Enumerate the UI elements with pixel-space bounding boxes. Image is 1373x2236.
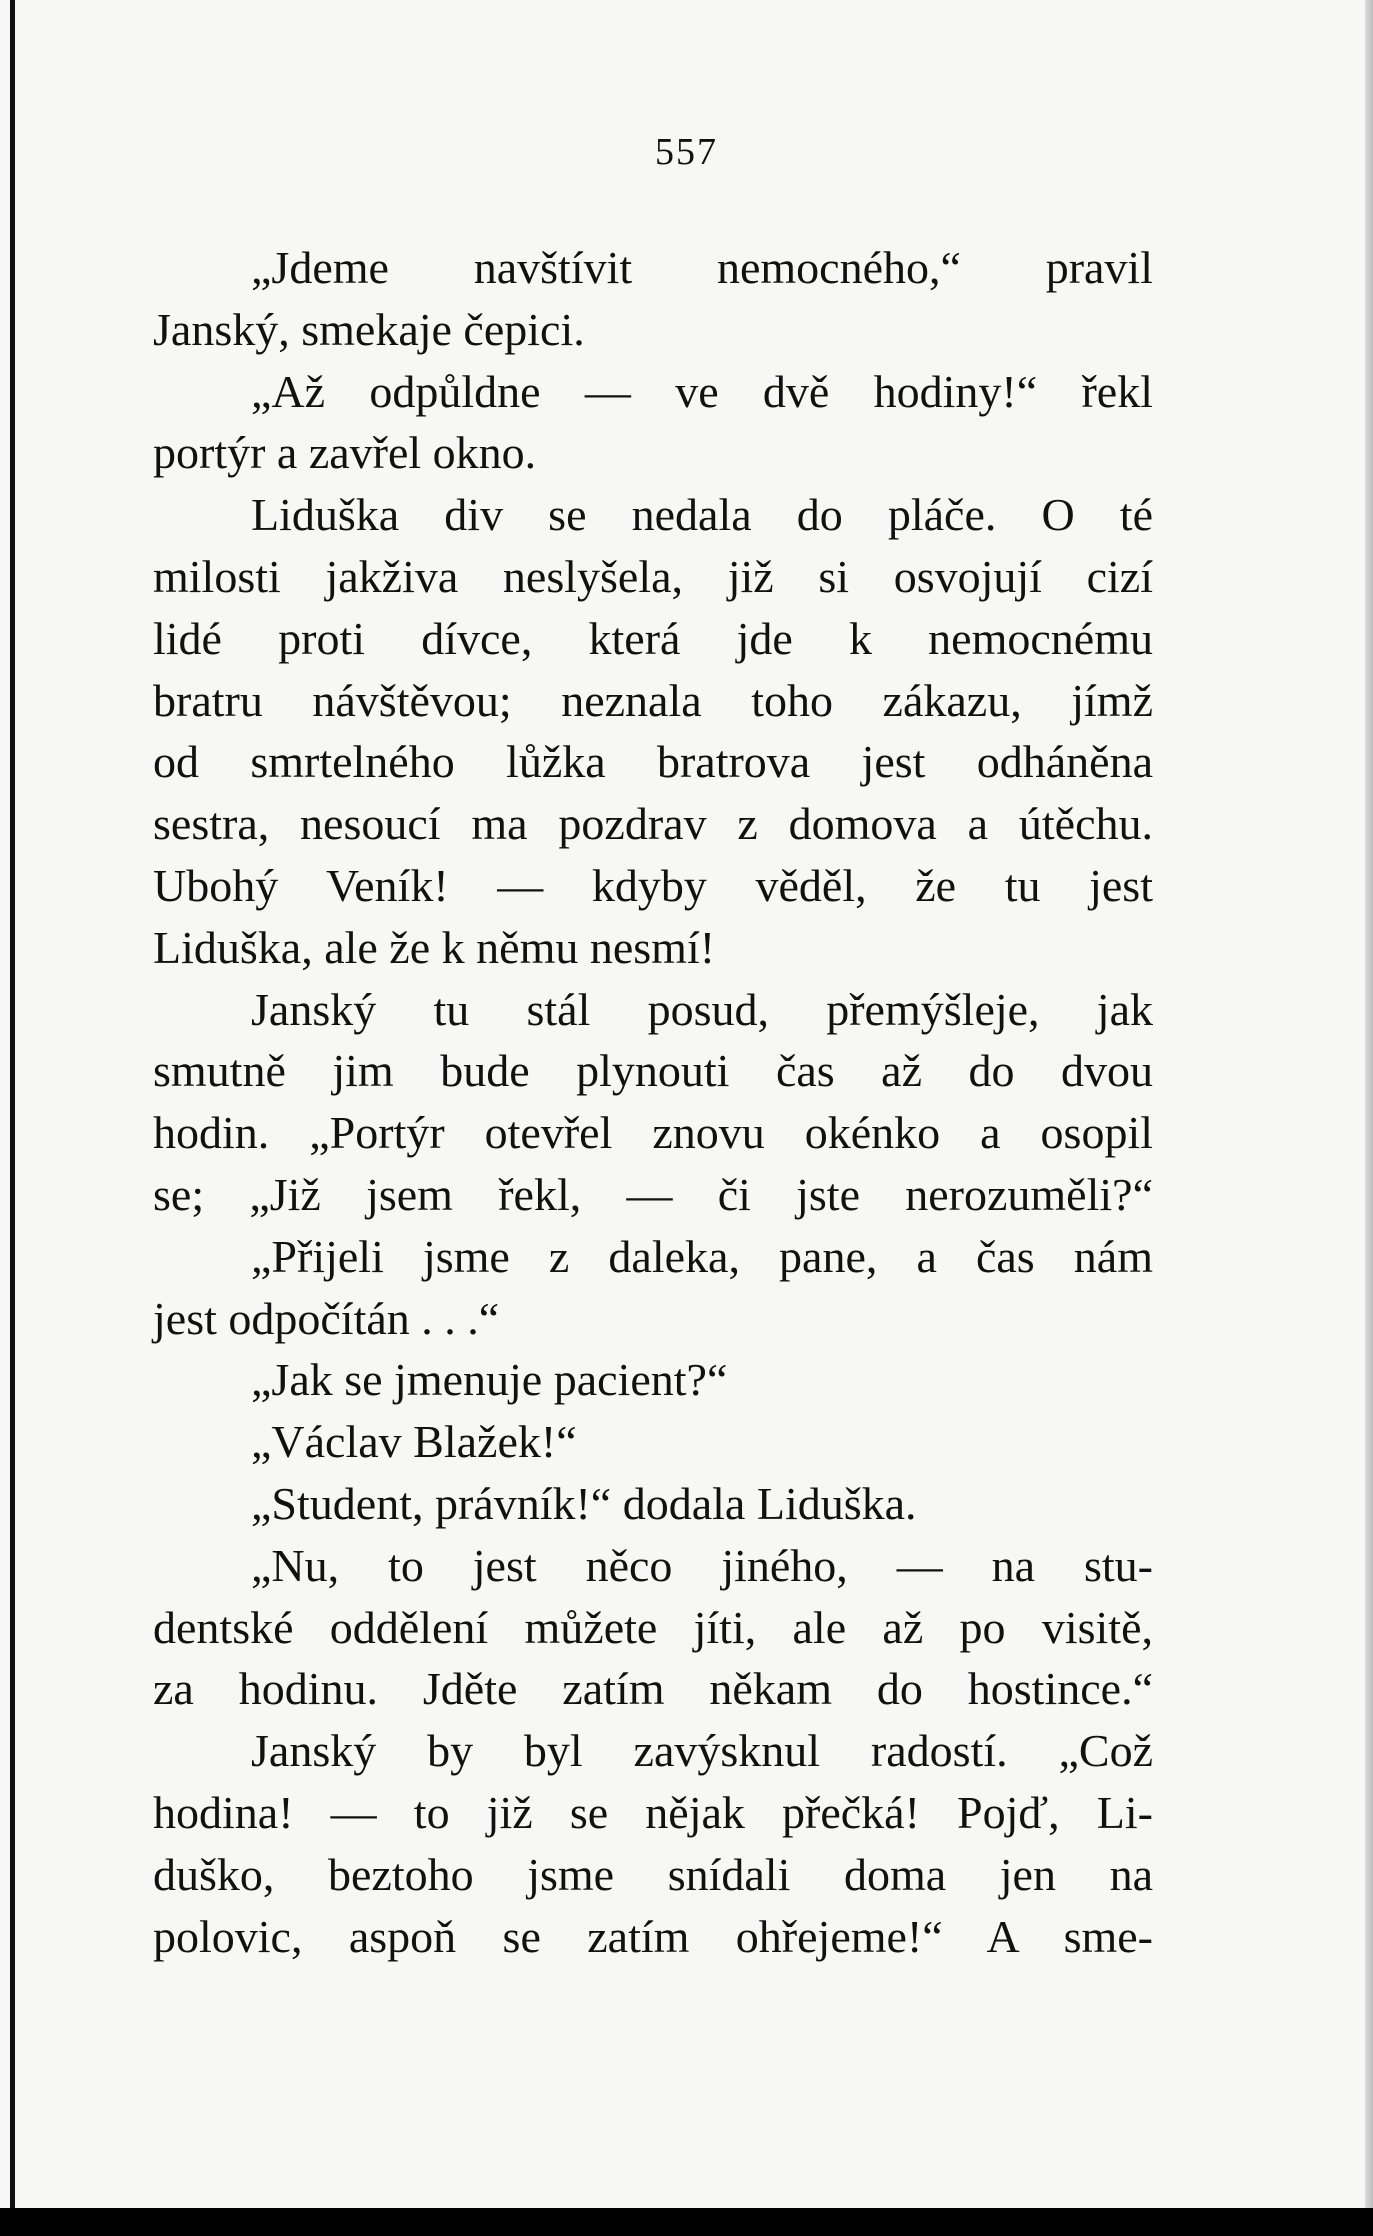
text-line: „Jdeme navštívit nemocného,“ pravil [251,242,1153,293]
text-line: Janský, smekaje čepici. [153,303,585,355]
text-line: polovic, aspoň se zatím ohřejeme!“ A sme- [153,1910,1153,1962]
text-line: portýr a zavřel okno. [153,427,537,479]
page-edge-left [10,0,15,2236]
text-line: Liduška div se nedala do pláče. O té [251,489,1153,541]
text-line: „Nu, to jest něco jiného, — na stu- [251,1539,1153,1591]
text-line: „Jak se jmenuje pacient?“ [251,1354,728,1406]
text-line: jest odpočítán . . .“ [153,1292,500,1344]
text-line: sestra, nesoucí ma pozdrav z domova a útěchu. [153,798,1153,850]
text-line: duško, beztoho jsme snídali doma jen na [153,1848,1153,1900]
text-line: bratru návštěvou; neznala toho zákazu, jímž [153,674,1153,726]
text-line: Janský tu stál posud, přemýšleje, jak [251,983,1153,1035]
text-line: dentské oddělení můžete jíti, ale až po visitě, [153,1601,1153,1653]
text-line: „Student, právník!“ dodala Liduška. [251,1477,917,1529]
text-line: od smrtelného lůžka bratrova jest odháněna [153,736,1153,788]
page-edge-bottom [0,2208,1373,2236]
page-edge-right [1365,0,1373,2236]
body-text [153,237,1153,1967]
text-line: Liduška, ale že k němu nesmí! [153,921,716,973]
text-line: lidé proti dívce, která jde k nemocnému [153,612,1153,664]
text-line: Janský by byl zavýsknul radostí. „Což [251,1725,1153,1777]
text-line: smutně jim bude plynouti čas až do dvou [153,1045,1153,1097]
text-line: milosti jakživa neslyšela, již si osvojují cizí [153,550,1153,602]
page-number: 557 [655,131,718,173]
text-line: „Přijeli jsme z daleka, pane, a čas nám [251,1230,1153,1282]
text-line: se; „Již jsem řekl, — či jste nerozuměli?“ [153,1168,1153,1220]
text-line: Ubohý Veník! — kdyby věděl, že tu jest [153,859,1153,911]
text-line: hodin. „Portýr otevřel znovu okénko a osopil [153,1107,1153,1159]
text-line: „Až odpůldne — ve dvě hodiny!“ řekl [251,365,1153,417]
text-line: hodina! — to již se nějak přečká! Pojď, Li- [153,1786,1153,1838]
text-line: „Václav Blažek!“ [251,1416,577,1468]
text-line: za hodinu. Jděte zatím někam do hostince.“ [153,1663,1153,1715]
